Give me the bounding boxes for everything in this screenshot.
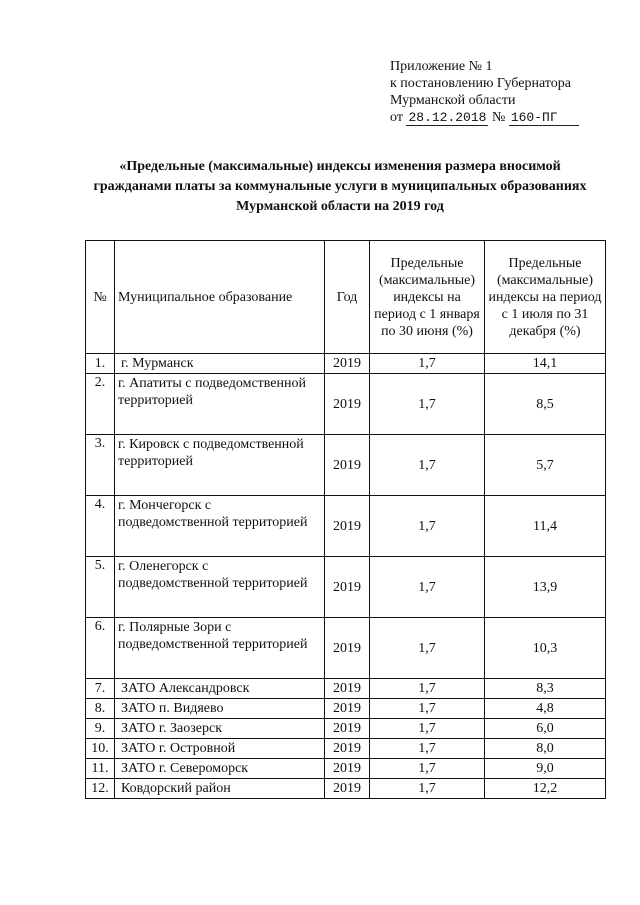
row-index-period-1: 1,7	[370, 435, 485, 496]
table-row	[86, 699, 606, 719]
indexes-table	[85, 240, 606, 799]
row-number: 12.	[86, 779, 115, 799]
row-index-period-2: 6,0	[485, 719, 606, 739]
row-index-period-2: 9,0	[485, 759, 606, 779]
table-row	[86, 496, 606, 557]
row-year: 2019	[325, 759, 370, 779]
row-number: 2.	[86, 374, 115, 435]
row-index-period-1: 1,7	[370, 618, 485, 679]
table-row	[86, 739, 606, 759]
row-municipality: г. Полярные Зори с подведомственной территорией	[115, 618, 325, 679]
row-year: 2019	[325, 699, 370, 719]
row-municipality: г. Мончегорск с подведомственной территорией	[115, 496, 325, 557]
table-row	[86, 719, 606, 739]
row-index-period-2: 13,9	[485, 557, 606, 618]
table-row	[86, 435, 606, 496]
row-year: 2019	[325, 354, 370, 374]
row-municipality: г. Оленегорск с подведомственной территорией	[115, 557, 325, 618]
appendix-line-1: Приложение № 1	[390, 59, 493, 74]
header-period-1: Предельные (максимальные) индексы на период с 1 января по 30 июня (%)	[370, 241, 485, 354]
row-year: 2019	[325, 679, 370, 699]
row-index-period-2: 14,1	[485, 354, 606, 374]
appendix-date-line	[390, 109, 630, 126]
row-index-period-2: 11,4	[485, 496, 606, 557]
row-municipality: ЗАТО Александровск	[115, 679, 325, 699]
table-row	[86, 557, 606, 618]
row-year: 2019	[325, 739, 370, 759]
header-num: №	[86, 241, 115, 354]
row-index-period-2: 4,8	[485, 699, 606, 719]
row-municipality: ЗАТО п. Видяево	[115, 699, 325, 719]
row-year: 2019	[325, 779, 370, 799]
decree-date: 28.12.2018	[408, 110, 487, 125]
row-index-period-1: 1,7	[370, 557, 485, 618]
row-year: 2019	[325, 719, 370, 739]
row-municipality: г. Апатиты с подведомственной территорией	[115, 374, 325, 435]
appendix-line-2: к постановлению Губернатора	[390, 76, 571, 91]
date-prefix: от	[390, 110, 403, 125]
row-index-period-1: 1,7	[370, 354, 485, 374]
row-index-period-1: 1,7	[370, 719, 485, 739]
table-body	[86, 354, 606, 799]
table-row	[86, 374, 606, 435]
row-municipality: ЗАТО г. Островной	[115, 739, 325, 759]
row-number: 9.	[86, 719, 115, 739]
row-year: 2019	[325, 496, 370, 557]
header-year: Год	[325, 241, 370, 354]
row-index-period-2: 5,7	[485, 435, 606, 496]
row-year: 2019	[325, 618, 370, 679]
header-municipality: Муниципальное образование	[115, 241, 325, 354]
row-number: 6.	[86, 618, 115, 679]
header-period-2: Предельные (максимальные) индексы на период с 1 июля по 31 декабря (%)	[485, 241, 606, 354]
table-row	[86, 618, 606, 679]
row-number: 7.	[86, 679, 115, 699]
row-index-period-2: 8,0	[485, 739, 606, 759]
row-municipality: Ковдорский район	[115, 779, 325, 799]
row-index-period-2: 8,3	[485, 679, 606, 699]
appendix-block	[390, 58, 630, 126]
table-header-row	[86, 241, 606, 354]
row-index-period-2: 12,2	[485, 779, 606, 799]
row-number: 11.	[86, 759, 115, 779]
row-number: 8.	[86, 699, 115, 719]
table-row	[86, 354, 606, 374]
row-number: 4.	[86, 496, 115, 557]
row-index-period-2: 10,3	[485, 618, 606, 679]
table-row	[86, 759, 606, 779]
row-index-period-1: 1,7	[370, 759, 485, 779]
row-year: 2019	[325, 435, 370, 496]
row-index-period-1: 1,7	[370, 374, 485, 435]
row-index-period-1: 1,7	[370, 739, 485, 759]
document-title: «Предельные (максимальные) индексы изменения размера вносимой гражданами платы за коммунальные услуги в муниципальных образованиях Мурманской области на 2019 год	[93, 159, 587, 214]
row-municipality: ЗАТО г. Североморск	[115, 759, 325, 779]
row-municipality: г. Мурманск	[115, 354, 325, 374]
row-number: 1.	[86, 354, 115, 374]
appendix-line-3: Мурманской области	[390, 93, 516, 108]
row-number: 5.	[86, 557, 115, 618]
row-index-period-2: 8,5	[485, 374, 606, 435]
row-number: 10.	[86, 739, 115, 759]
row-index-period-1: 1,7	[370, 699, 485, 719]
decree-number: 160-ПГ	[509, 111, 579, 126]
row-index-period-1: 1,7	[370, 679, 485, 699]
row-index-period-1: 1,7	[370, 779, 485, 799]
row-municipality: г. Кировск с подведомственной территорией	[115, 435, 325, 496]
row-year: 2019	[325, 374, 370, 435]
row-year: 2019	[325, 557, 370, 618]
table-row	[86, 779, 606, 799]
row-number: 3.	[86, 435, 115, 496]
row-index-period-1: 1,7	[370, 496, 485, 557]
row-municipality: ЗАТО г. Заозерск	[115, 719, 325, 739]
number-prefix: №	[491, 110, 506, 125]
table-row	[86, 679, 606, 699]
